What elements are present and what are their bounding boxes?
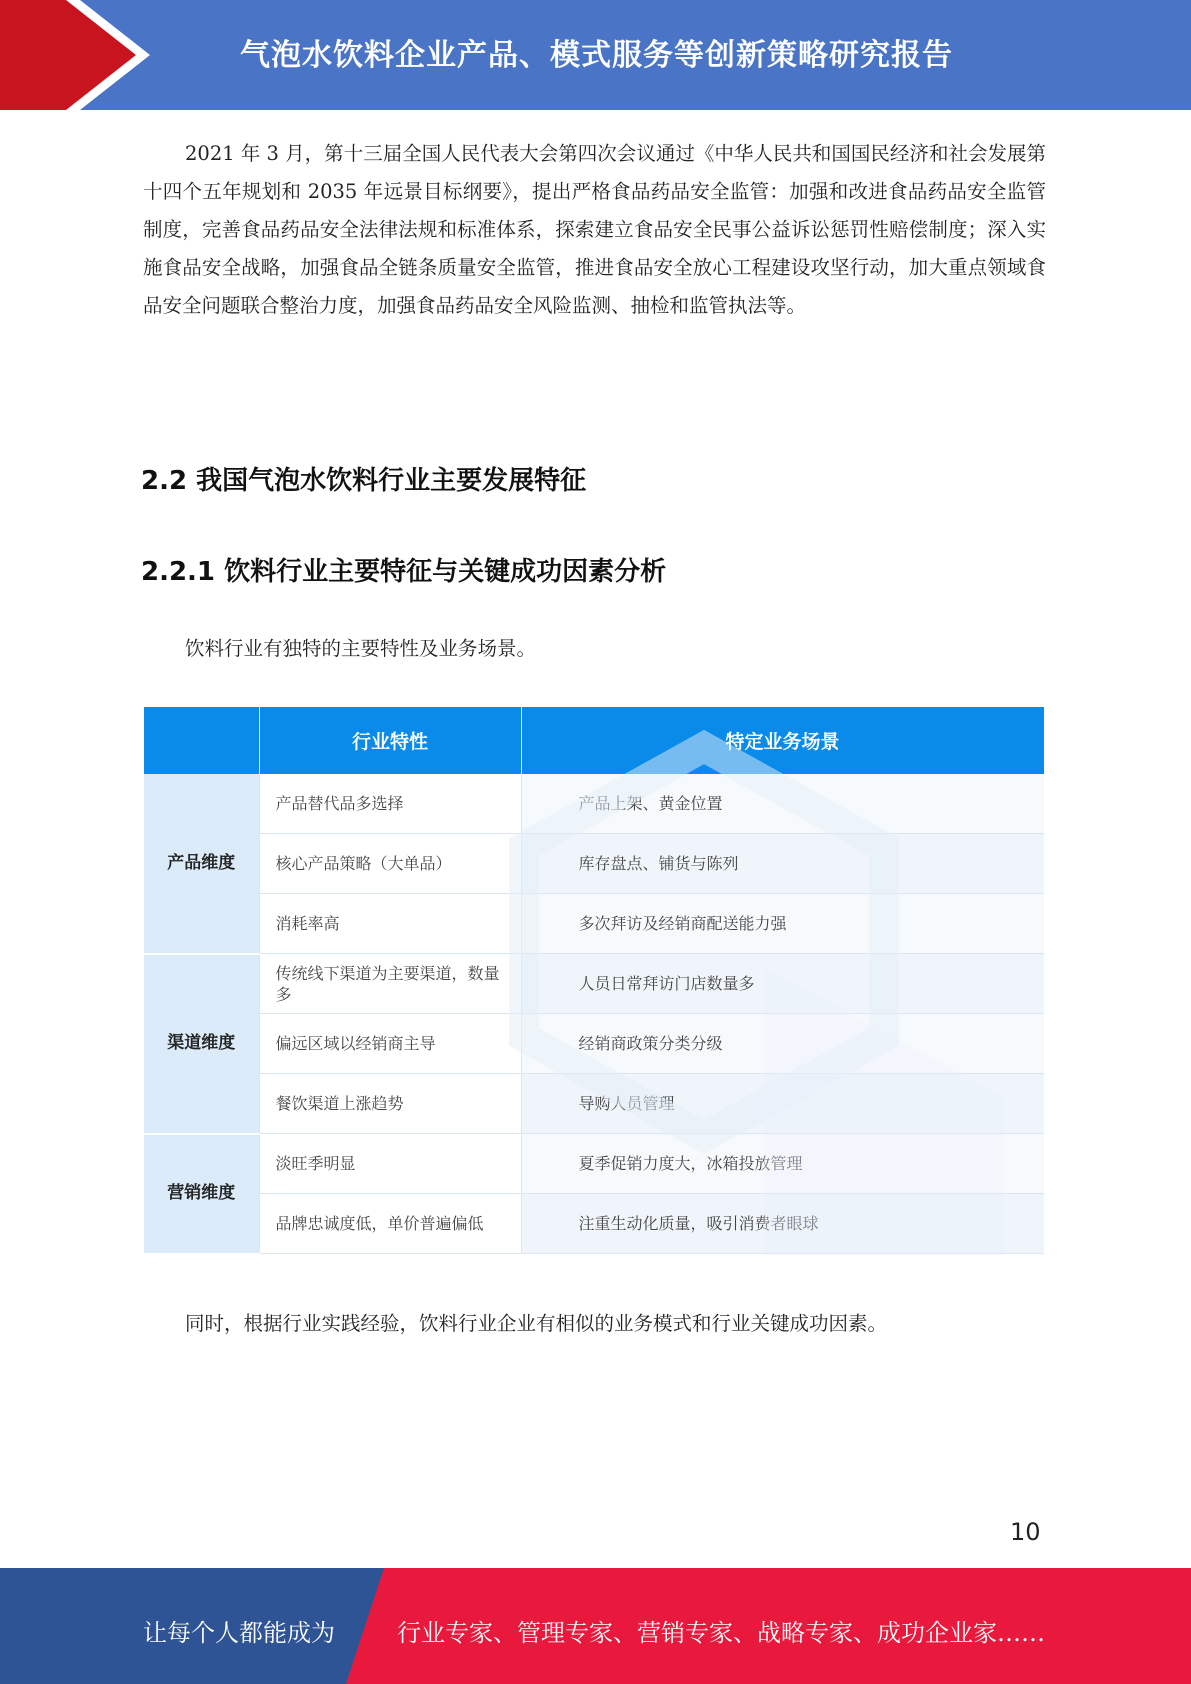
footer-slogan-right: 行业专家、管理专家、营销专家、战略专家、成功企业家…… [397,1619,1045,1647]
trait-cell: 品牌忠诚度低，单价普遍偏低 [259,1194,521,1254]
table-row [144,834,1044,894]
header-arrow-icon [0,0,160,110]
intro-paragraph: 2021 年 3 月，第十三届全国人民代表大会第四次会议通过《中华人民共和国国民经济和社会发展第十四个五年规划和 2035 年远景目标纲要》，提出严格食品药品安全监管：加强和改进食品药品安全监管制度，完善食品药品安全法律法规和标准体系，探索建立食品安全民事公益诉讼惩罚性赔偿制度；深入实施食品安全战略，加强食品全链条质量安全监管，推进食品安全放心工程建设攻坚行动，加大重点领域食品安全问题联合整治力度，加强食品药品安全风险监测、抽检和监管执法等。 [143,142,1046,317]
scene-cell: 导购人员管理 [521,1074,1044,1134]
section-heading: 2.2 我国气泡水饮料行业主要发展特征 [141,466,587,496]
table-header-dimension [144,707,259,774]
closing-paragraph: 同时，根据行业实践经验，饮料行业企业有相似的业务模式和行业关键成功因素。 [185,1312,888,1335]
table-row [144,954,1044,1014]
dimension-cell: 产品维度 [144,774,259,954]
table-row [144,1074,1044,1134]
table-row [144,774,1044,834]
dimension-cell: 渠道维度 [144,954,259,1134]
scene-cell: 人员日常拜访门店数量多 [521,954,1044,1014]
document-title: 气泡水饮料企业产品、模式服务等创新策略研究报告 [240,38,953,73]
trait-cell: 消耗率高 [259,894,521,954]
feature-table-container [144,707,1044,1255]
table-row [144,1014,1044,1074]
scene-cell: 夏季促销力度大，冰箱投放管理 [521,1134,1044,1194]
table-row [144,1134,1044,1194]
scene-cell: 多次拜访及经销商配送能力强 [521,894,1044,954]
table-header-scene: 特定业务场景 [521,707,1044,774]
table-row [144,894,1044,954]
subsection-heading: 2.2.1 饮料行业主要特征与关键成功因素分析 [141,557,667,587]
scene-cell: 产品上架、黄金位置 [521,774,1044,834]
table-row [144,1194,1044,1254]
trait-cell: 产品替代品多选择 [259,774,521,834]
trait-cell: 传统线下渠道为主要渠道，数量多 [259,954,521,1014]
table-header-trait: 行业特性 [259,707,521,774]
page-number: 10 [1010,1518,1041,1546]
trait-cell: 偏远区域以经销商主导 [259,1014,521,1074]
dimension-cell: 营销维度 [144,1134,259,1254]
header-banner [0,0,1191,110]
scene-cell: 注重生动化质量，吸引消费者眼球 [521,1194,1044,1254]
feature-table [144,707,1044,1255]
scene-cell: 库存盘点、铺货与陈列 [521,834,1044,894]
scene-cell: 经销商政策分类分级 [521,1014,1044,1074]
footer-slogan-left: 让每个人都能成为 [143,1619,335,1647]
trait-cell: 淡旺季明显 [259,1134,521,1194]
footer-banner [0,1568,1191,1684]
table-intro: 饮料行业有独特的主要特性及业务场景。 [185,637,537,660]
trait-cell: 核心产品策略（大单品） [259,834,521,894]
table-header-row [144,707,1044,774]
trait-cell: 餐饮渠道上涨趋势 [259,1074,521,1134]
